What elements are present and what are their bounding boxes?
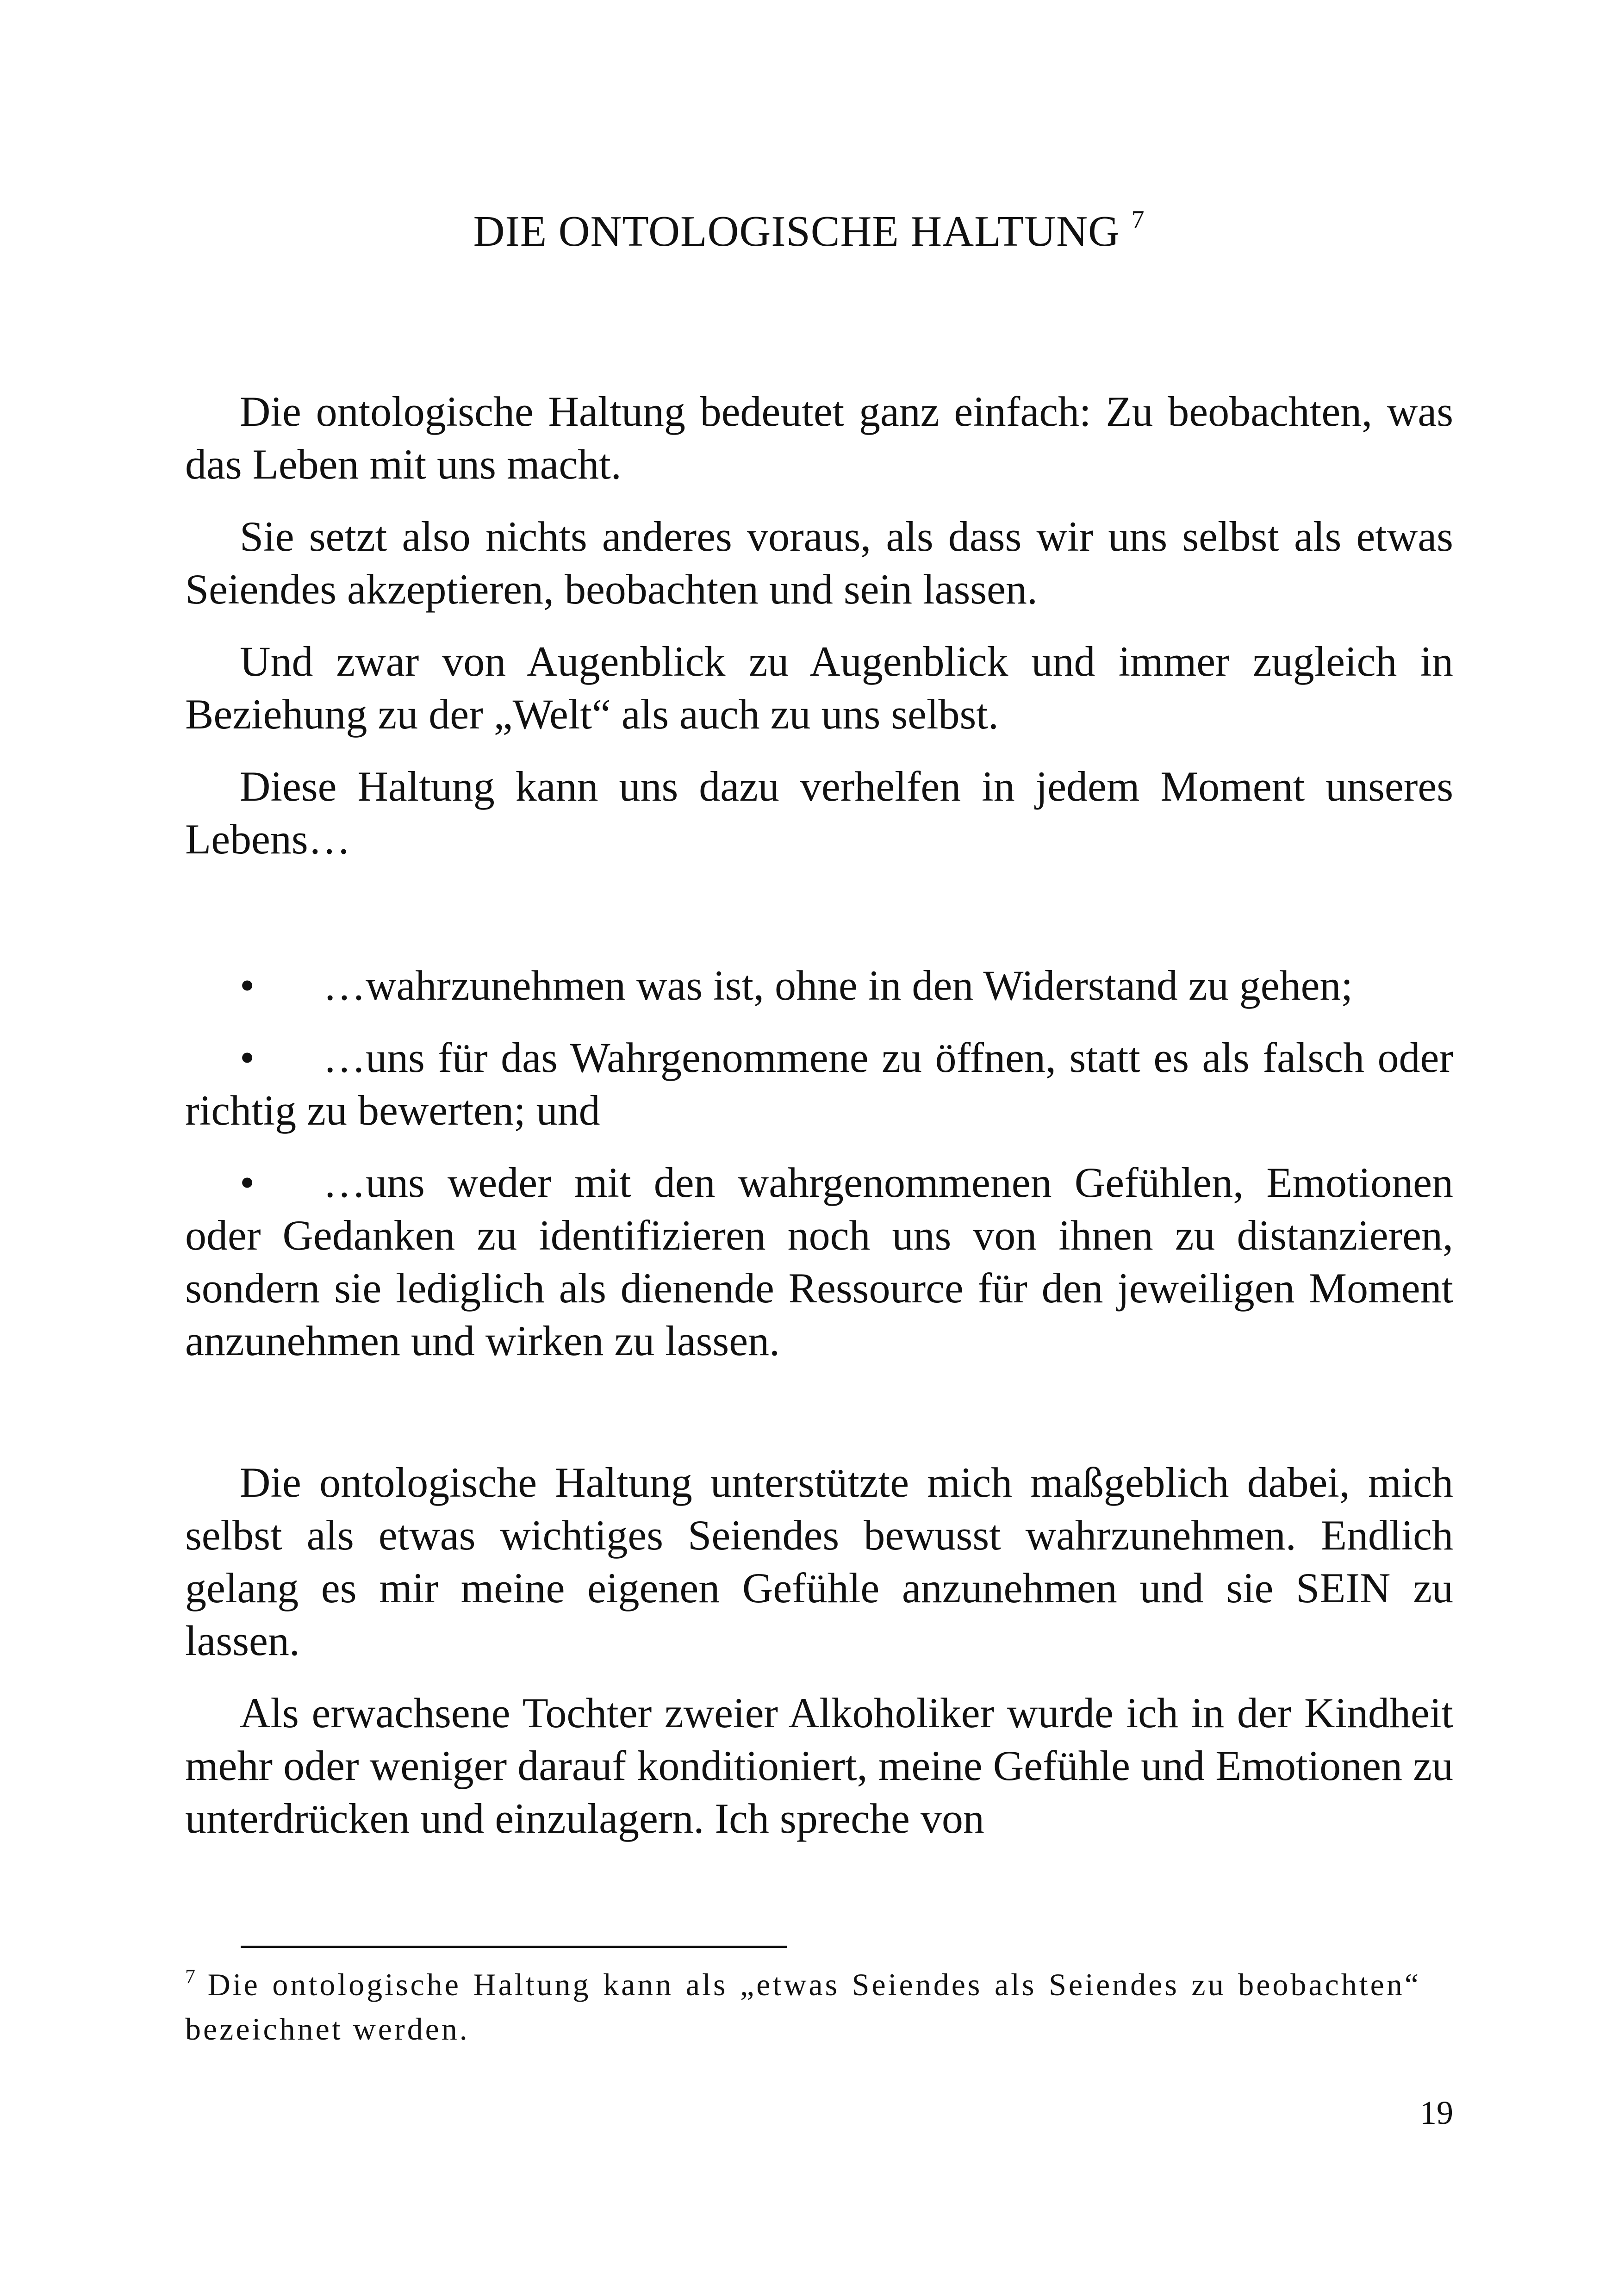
paragraph: Sie setzt also nichts anderes voraus, als dass wir uns selbst als etwas Seiendes akzeptieren, beobachten und sein lassen. (185, 513, 1453, 613)
bullet-icon: • (240, 962, 255, 1009)
footnote-number: 7 (185, 1965, 195, 1988)
paragraph: Als erwachsene Tochter zweier Alkoholiker wurde ich in der Kindheit mehr oder weniger darauf konditioniert, meine Gefühle und Emotionen zu unterdrücken und einzulagern. Ich spreche von (185, 1689, 1453, 1842)
bullet-icon: • (240, 1034, 255, 1081)
list-item (185, 1156, 1453, 1367)
list-item (185, 1031, 1453, 1137)
footnote-text: Die ontologische Haltung kann als „etwas Seiendes als Seiendes zu beobachten“ bezeichnet werden. (185, 1967, 1421, 2047)
chapter-title: DIE ONTOLOGISCHE HALTUNG (473, 207, 1120, 255)
footnote (185, 1962, 1421, 2051)
chapter-heading (0, 204, 1618, 259)
paragraph: Diese Haltung kann uns dazu verhelfen in jedem Moment unseres Lebens… (185, 763, 1453, 863)
paragraph: Die ontologische Haltung bedeutet ganz einfach: Zu beobachten, was das Leben mit uns macht. (185, 388, 1453, 488)
list-item-text: …wahrzunehmen was ist, ohne in den Widerstand zu gehen; (323, 962, 1353, 1009)
paragraph: Die ontologische Haltung unterstützte mich maßgeblich dabei, mich selbst als etwas wichtiges Seiendes bewusst wahrzunehmen. Endlich gelang es mir meine eigenen Gefühle anzunehmen und sie SEIN zu lassen. (185, 1459, 1453, 1664)
bullet-list (185, 959, 1453, 1367)
list-item-text: …uns weder mit den wahrgenommenen Gefühlen, Emotionen oder Gedanken zu identifizieren noch uns von ihnen zu distanzieren, sondern sie lediglich als dienende Ressource für den jeweiligen Moment anzunehmen und wirken zu lassen. (185, 1159, 1453, 1364)
footnote-divider (241, 1946, 787, 1948)
list-item (185, 959, 1453, 1012)
page-number: 19 (1420, 2094, 1453, 2131)
paragraph: Und zwar von Augenblick zu Augenblick und immer zugleich in Beziehung zu der „Welt“ als auch zu uns selbst. (185, 638, 1453, 738)
bullet-icon: • (240, 1159, 255, 1206)
spacer (185, 1387, 1453, 1456)
spacer (185, 885, 1453, 959)
list-item-text: …uns für das Wahrgenommene zu öffnen, statt es als falsch oder richtig zu bewerten; und (185, 1034, 1453, 1134)
footnote-reference: 7 (1131, 205, 1145, 234)
body-text (185, 385, 1453, 1864)
